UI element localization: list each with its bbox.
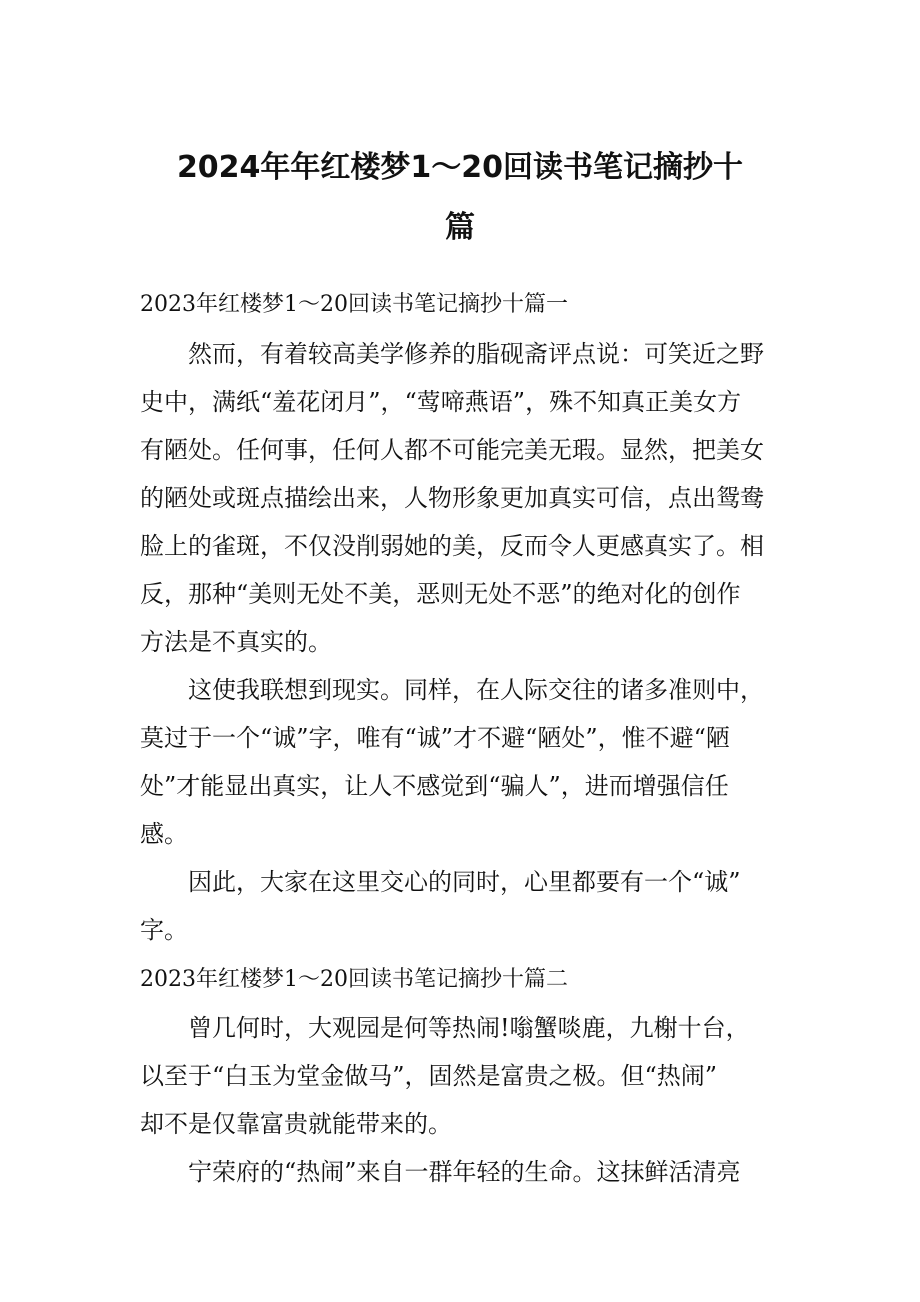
section-heading: 2023年红楼梦1～20回读书笔记摘抄十篇二 — [140, 967, 568, 992]
paragraph-line: 脸上的雀斑，不仅没削弱她的美，反而令人更感真实了。相 — [140, 532, 764, 560]
document-title-continued: 篇 — [445, 210, 475, 245]
paragraph-line: 有陋处。任何事，任何人都不可能完美无瑕。显然，把美女 — [140, 436, 764, 464]
paragraph-line: 史中，满纸“羞花闭月”，“莺啼燕语”，殊不知真正美女方 — [140, 388, 742, 416]
section-heading: 2023年红楼梦1～20回读书笔记摘抄十篇一 — [140, 292, 568, 317]
paragraph-line: 却不是仅靠富贵就能带来的。 — [140, 1110, 452, 1138]
paragraph-line: 方法是不真实的。 — [140, 628, 332, 656]
paragraph-line: 反，那种“美则无处不美，恶则无处不恶”的绝对化的创作 — [140, 580, 741, 608]
paragraph-line: 字。 — [140, 916, 188, 944]
paragraph-line: 感。 — [140, 820, 188, 848]
paragraph-line: 这使我联想到现实。同样，在人际交往的诸多准则中， — [188, 676, 764, 704]
paragraph-line: 莫过于一个“诚”字，唯有“诚”才不避“陋处”，惟不避“陋 — [140, 724, 730, 752]
paragraph-line: 然而，有着较高美学修养的脂砚斋评点说：可笑近之野 — [188, 340, 764, 368]
paragraph-line: 曾几何时，大观园是何等热闹!嗡蟹啖鹿，九榭十台， — [188, 1014, 750, 1042]
paragraph-line: 宁荣府的“热闹”来自一群年轻的生命。这抹鲜活清亮 — [188, 1158, 741, 1186]
paragraph-line: 因此，大家在这里交心的同时，心里都要有一个“诚” — [188, 868, 741, 896]
paragraph-line: 的陋处或斑点描绘出来，人物形象更加真实可信，点出鸳鸯 — [140, 484, 764, 512]
paragraph-line: 处”才能显出真实，让人不感觉到“骗人”，进而增强信任 — [140, 772, 729, 800]
document-title: 2024年年红楼梦1～20回读书笔记摘抄十 — [176, 150, 744, 185]
paragraph-line: 以至于“白玉为堂金做马”，固然是富贵之极。但“热闹” — [140, 1062, 718, 1090]
